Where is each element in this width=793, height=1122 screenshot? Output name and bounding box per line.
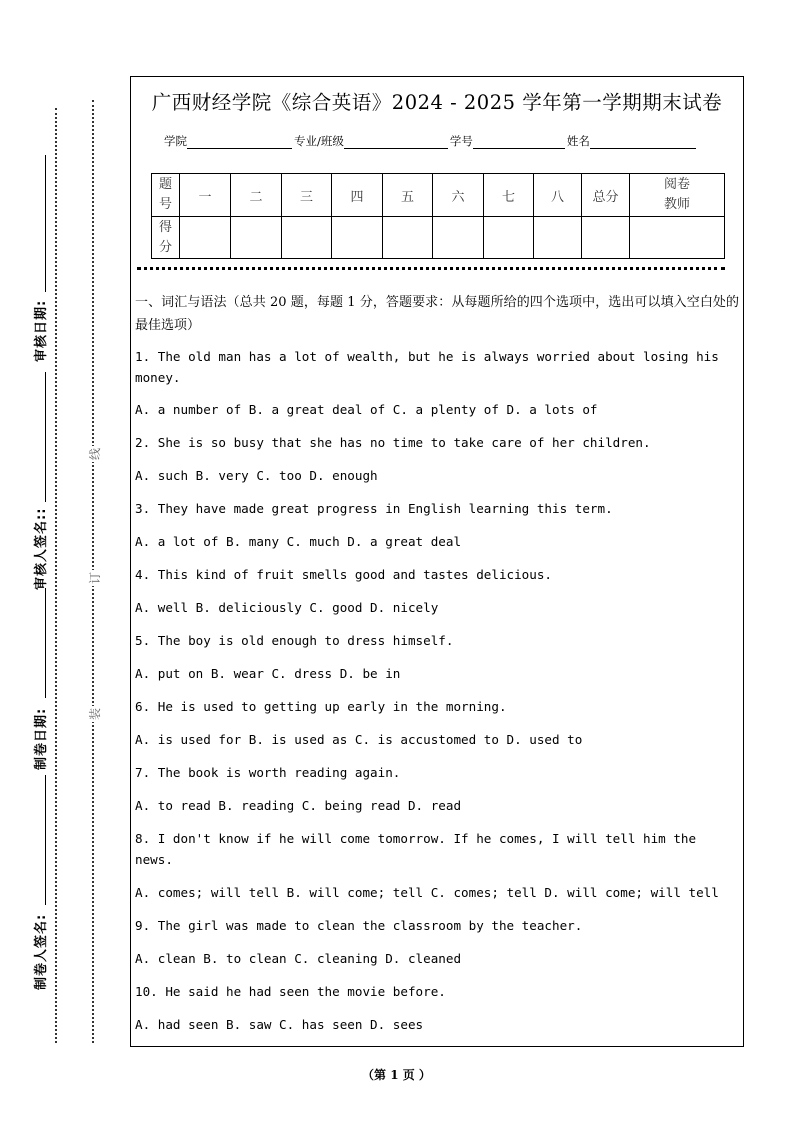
question-options: A. well B. deliciously C. good D. nicely bbox=[135, 600, 439, 615]
question-number-label: 题 号 bbox=[152, 174, 180, 217]
col-5: 五 bbox=[383, 174, 433, 217]
student-id-label: 学号 bbox=[449, 134, 473, 148]
score-table-header-row bbox=[152, 174, 725, 217]
question-options: A. comes; will tell B. will come; tell C. comes; tell D. will come; will tell bbox=[135, 885, 719, 900]
question-stem: 2. She is so busy that she has no time to take care of her children. bbox=[135, 435, 651, 450]
col-8: 八 bbox=[534, 174, 582, 217]
score-cell-4[interactable] bbox=[332, 217, 383, 259]
question-options: A. had seen B. saw C. has seen D. sees bbox=[135, 1017, 424, 1032]
question-stem: 9. The girl was made to clean the classroom by the teacher. bbox=[135, 918, 583, 933]
col-6: 六 bbox=[433, 174, 484, 217]
college-field[interactable] bbox=[187, 136, 292, 149]
col-grader: 阅卷 教师 bbox=[630, 174, 725, 217]
question-options: A. a number of B. a great deal of C. a plenty of D. a lots of bbox=[135, 402, 598, 417]
question-stem: 6. He is used to getting up early in the morning. bbox=[135, 699, 507, 714]
name-field[interactable] bbox=[590, 136, 696, 149]
col-2: 二 bbox=[231, 174, 282, 217]
question-stem: 8. I don't know if he will come tomorrow. If he comes, I will tell him the news. bbox=[135, 831, 697, 867]
review-date-label: 审核日期: bbox=[34, 299, 49, 362]
page-number: （第 1 页 ） bbox=[362, 1068, 431, 1082]
score-table bbox=[151, 173, 725, 259]
col-3: 三 bbox=[282, 174, 332, 217]
score-table-score-row bbox=[152, 217, 725, 259]
question-stem: 4. This kind of fruit smells good and tastes delicious. bbox=[135, 567, 553, 582]
exam-title: 广西财经学院《综合英语》2024 - 2025 学年第一学期期末试卷 bbox=[151, 91, 723, 114]
binding-dotted-line-inner bbox=[55, 108, 57, 1043]
score-cell-2[interactable] bbox=[231, 217, 282, 259]
score-cell-1[interactable] bbox=[180, 217, 231, 259]
question-options: A. such B. very C. too D. enough bbox=[135, 468, 378, 483]
signature-line bbox=[45, 775, 46, 905]
major-class-field[interactable] bbox=[344, 136, 448, 149]
student-info-row bbox=[164, 133, 698, 149]
score-cell-5[interactable] bbox=[383, 217, 433, 259]
col-7: 七 bbox=[484, 174, 534, 217]
question-stem: 1. The old man has a lot of wealth, but he is always worried about losing his money. bbox=[135, 349, 719, 385]
score-cell-3[interactable] bbox=[282, 217, 332, 259]
signature-line bbox=[45, 588, 46, 698]
cut-mark-ding: 订 bbox=[88, 571, 102, 584]
cut-mark-zhuang: 装 bbox=[88, 707, 102, 720]
score-cell-7[interactable] bbox=[484, 217, 534, 259]
exam-page-frame bbox=[130, 76, 744, 1047]
score-cell-8[interactable] bbox=[534, 217, 582, 259]
paper-date-label: 制卷日期: bbox=[34, 707, 49, 770]
question-stem: 5. The boy is old enough to dress himself. bbox=[135, 633, 454, 648]
paper-maker-signature-label: 制卷人签名: bbox=[34, 913, 49, 990]
reviewer-signature-label: 审核人签名:: bbox=[34, 507, 49, 590]
question-stem: 7. The book is worth reading again. bbox=[135, 765, 401, 780]
score-label: 得 分 bbox=[152, 217, 180, 259]
section-1-heading: 一、词汇与语法（总共 20 题，每题 1 分，答题要求：从每题所给的四个选项中，选出可以填入空白处的最佳选项） bbox=[135, 295, 739, 333]
dotted-separator bbox=[137, 267, 725, 270]
col-total: 总分 bbox=[582, 174, 630, 217]
col-4: 四 bbox=[332, 174, 383, 217]
question-options: A. a lot of B. many C. much D. a great deal bbox=[135, 534, 462, 549]
cut-mark-line: 线 bbox=[88, 447, 102, 460]
question-options: A. to read B. reading C. being read D. read bbox=[135, 798, 462, 813]
score-cell-grader[interactable] bbox=[630, 217, 725, 259]
exam-content bbox=[135, 291, 739, 1047]
student-id-field[interactable] bbox=[473, 136, 565, 149]
signature-line bbox=[45, 155, 46, 292]
major-class-label: 专业/班级 bbox=[294, 134, 344, 148]
question-stem: 10. He said he had seen the movie before. bbox=[135, 984, 446, 999]
score-cell-6[interactable] bbox=[433, 217, 484, 259]
signature-line bbox=[45, 372, 46, 502]
name-label: 姓名 bbox=[566, 134, 590, 148]
question-options: A. is used for B. is used as C. is accustomed to D. used to bbox=[135, 732, 583, 747]
question-stem: 3. They have made great progress in English learning this term. bbox=[135, 501, 613, 516]
score-cell-total[interactable] bbox=[582, 217, 630, 259]
question-options: A. clean B. to clean C. cleaning D. cleaned bbox=[135, 951, 462, 966]
college-label: 学院 bbox=[164, 134, 187, 148]
question-options: A. put on B. wear C. dress D. be in bbox=[135, 666, 401, 681]
col-1: 一 bbox=[180, 174, 231, 217]
